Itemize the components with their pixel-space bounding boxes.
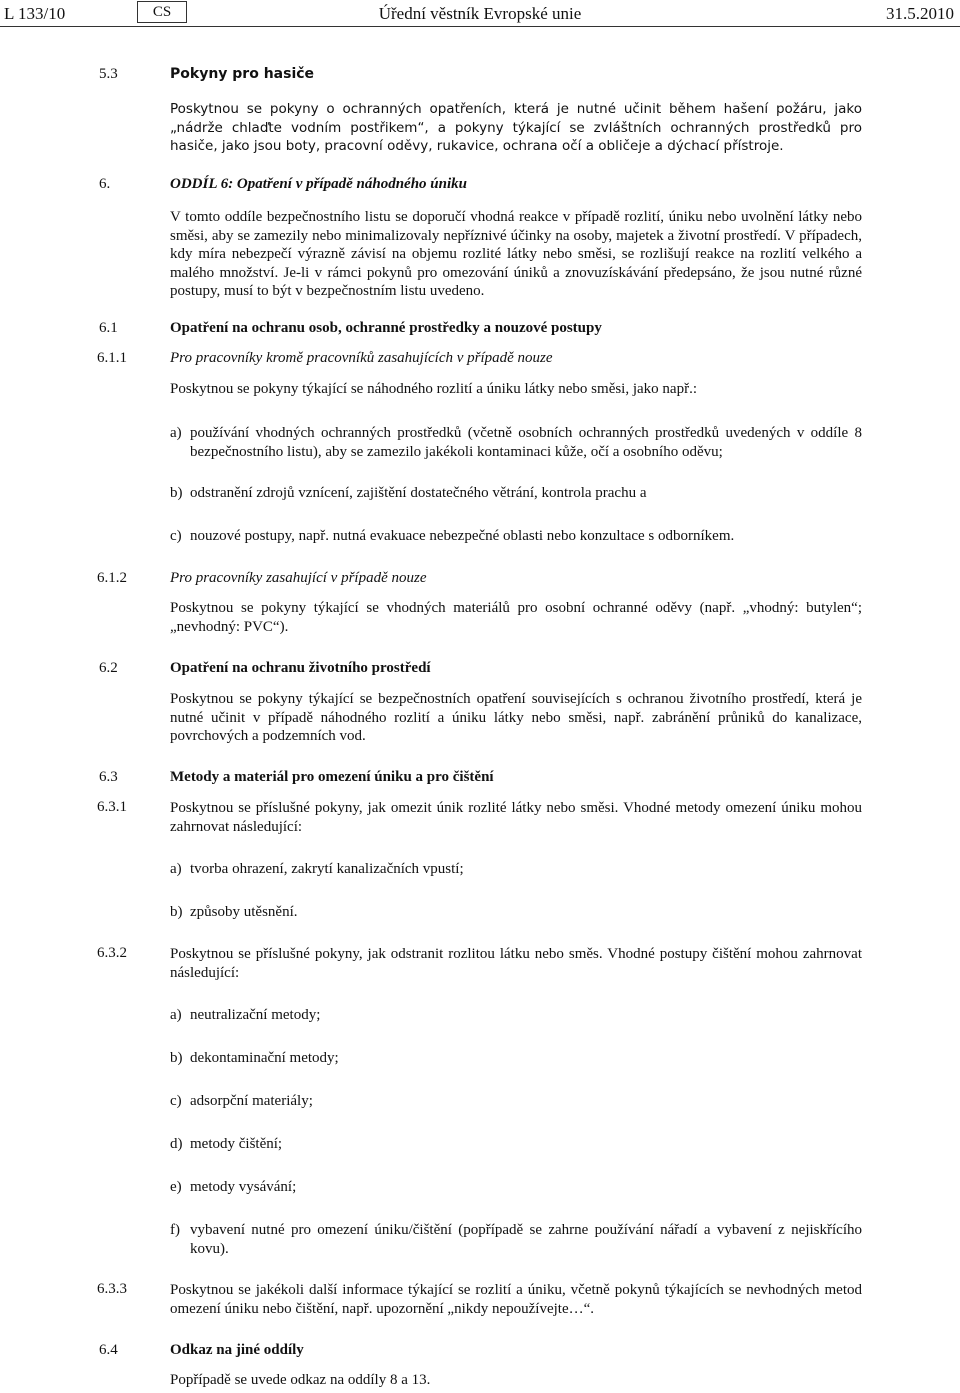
page-reference: L 133/10: [4, 4, 66, 23]
section-text: Poskytnou se pokyny týkající se bezpečnostních opatření souvisejících s ochranou životního prostředí, která je nutné učinit v případě náhodného rozlití a úniku látky nebo směsi, např. zabránění průniků do kanalizace, povrchových a podzemních vod.: [170, 691, 862, 744]
publication-date: 31.5.2010: [886, 4, 954, 23]
section-title: Pro pracovníky kromě pracovníků zasahujících v případě nouze: [170, 350, 553, 366]
section-number: 6.4: [99, 1342, 118, 1358]
list-item: d) metody čištění;: [170, 1136, 283, 1152]
list-item: b) dekontaminační metody;: [170, 1050, 339, 1066]
section-text: Poskytnou se pokyny týkající se náhodného rozlití a úniku látky nebo směsi, jako např.:: [170, 381, 697, 397]
section-title: Odkaz na jiné oddíly: [170, 1342, 304, 1358]
list-item: b) způsoby utěsnění.: [170, 904, 298, 920]
section-number: 5.3: [99, 66, 118, 82]
section-text: V tomto oddíle bezpečnostního listu se doporučí vhodná reakce v případě rozlití, úniku nebo uvolnění látky nebo směsi, aby se zamezily nebo minimalizovaly nepříznivé účinky na osoby, majetek a životní prostředí. V případech, kdy míra nebezpečí výrazně závisí na objemu rozlité látky nebo směsi, se rozlišují reakce na rozlití velkého a malého množství. Je-li v rámci pokynů pro omezování úniků a znovuzískávání předepsáno, že jsou nutné různé postupy, musí to být v bezpečnostním listu uvedeno.: [170, 209, 862, 299]
section-title: Opatření na ochranu osob, ochranné prostředky a nouzové postupy: [170, 320, 602, 336]
list-item: a) používání vhodných ochranných prostředků (včetně osobních ochranných prostředků uvedených v oddíle 8 bezpečnostního listu), aby se zamezilo jakékoli kontaminaci kůže, očí a osobního oděvu;: [170, 425, 862, 460]
list-item: e) metody vysávání;: [170, 1179, 297, 1195]
list-item: c) nouzové postupy, např. nutná evakuace nebezpečné oblasti nebo konzultace s odborníkem.: [170, 528, 735, 544]
list-item: a) tvorba ohrazení, zakrytí kanalizačních vpustí;: [170, 861, 464, 877]
section-number: 6.3.3: [97, 1281, 127, 1297]
section-text: Poskytnou se pokyny týkající se vhodných materiálů pro osobní ochranné oděvy (např. „vhodný: butylen“; „nevhodný: PVC“).: [170, 600, 862, 635]
section-number: 6.3.1: [97, 799, 127, 815]
section-number: 6.1: [99, 320, 118, 336]
section-title: Pokyny pro hasiče: [170, 66, 315, 82]
section-title: Opatření na ochranu životního prostředí: [170, 660, 431, 676]
section-text: Poskytnou se příslušné pokyny, jak omezit únik rozlité látky nebo směsi. Vhodné metody omezení úniku mohou zahrnovat následující:: [170, 800, 862, 835]
section-title: ODDÍL 6: Opatření v případě náhodného úniku: [170, 176, 467, 192]
section-number: 6.: [99, 176, 111, 192]
section-title: Metody a materiál pro omezení úniku a pro čištění: [170, 769, 494, 785]
section-number: 6.1.2: [97, 570, 127, 586]
section-number: 6.1.1: [97, 350, 127, 366]
list-item: b) odstranění zdrojů vznícení, zajištění dostatečného větrání, kontrola prachu a: [170, 485, 647, 501]
section-text: Popřípadě se uvede odkaz na oddíly 8 a 13.: [170, 1372, 431, 1388]
list-item: c) adsorpční materiály;: [170, 1093, 313, 1109]
page-header: [0, 0, 960, 27]
list-item: a) neutralizační metody;: [170, 1007, 321, 1023]
journal-title: Úřední věstník Evropské unie: [378, 4, 582, 23]
section-number: 6.3: [99, 769, 118, 785]
section-number: 6.2: [99, 660, 118, 676]
section-text: Poskytnou se jakékoli další informace týkající se rozlití a úniku, včetně pokynů týkajících se nevhodných metod omezení úniku nebo čištění, např. upozornění „nikdy nepoužívejte…“.: [170, 1282, 862, 1317]
section-text: Poskytnou se příslušné pokyny, jak odstranit rozlitou látku nebo směs. Vhodné postupy čištění mohou zahrnovat následující:: [170, 946, 862, 981]
section-title: Pro pracovníky zasahující v případě nouze: [170, 570, 427, 586]
language-badge: CS: [137, 1, 187, 23]
section-number: 6.3.2: [97, 945, 127, 961]
list-item: f) vybavení nutné pro omezení úniku/čištění (popřípadě se zahrne používání nářadí a vybavení z nejiskřícího kovu).: [170, 1222, 862, 1257]
section-text: Poskytnou se pokyny o ochranných opatřeních, která je nutné učinit během hašení požáru, jako „nádrže chlaďte vodním postřikem“, a pokyny týkající se zvláštních ochranných prostředků pro hasiče, jako jsou boty, pracovní oděvy, rukavice, ochrana očí a obličeje a dýchací přístroje.: [170, 101, 862, 154]
